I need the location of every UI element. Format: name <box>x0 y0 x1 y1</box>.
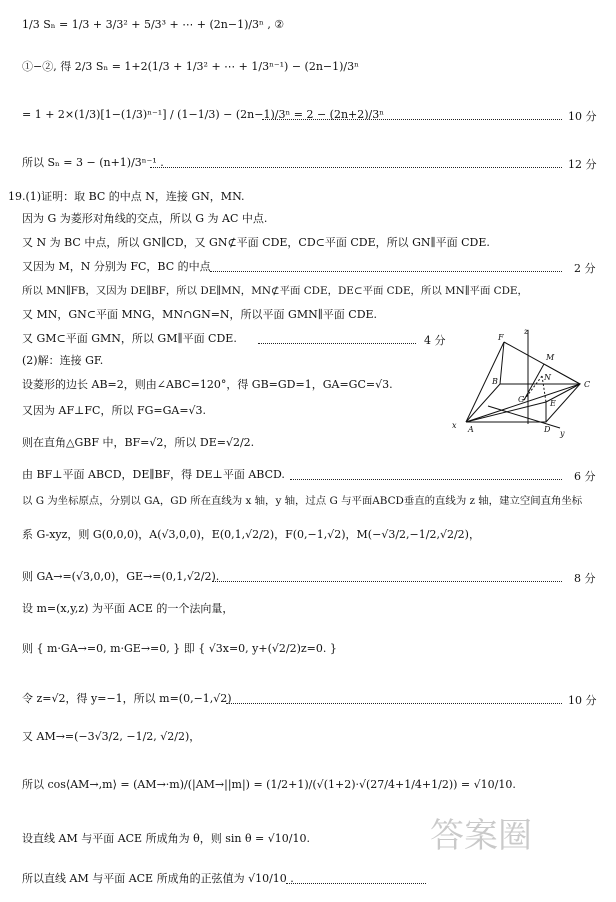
label-N: N <box>544 373 551 382</box>
label-E: E <box>550 399 556 408</box>
line-mn-mid: 又因为 M，N 分别为 FC，BC 的中点 <box>22 260 211 273</box>
geometry-figure <box>448 328 600 438</box>
score-4: 4 分 <box>424 334 446 347</box>
line-af-fc: 又因为 AF⊥FC，所以 FG=GA=√3. <box>22 404 207 417</box>
label-z: z <box>524 328 529 336</box>
line-normal-vector: 设 m=(x,y,z) 为平面 ACE 的一个法向量， <box>22 602 234 615</box>
line-am-vector: 又 AM→=(−3√3/2, −1/2, √2/2)， <box>22 730 201 743</box>
line-sin: 设直线 AM 与平面 ACE 所成角为 θ，则 sin θ = √10/10. <box>22 832 310 845</box>
line-gm-parallel: 又 GM⊂平面 GMN，所以 GM∥平面 CDE. <box>22 332 237 345</box>
line-s-eq-2: 1/3 Sₙ = 1/3 + 3/3² + 5/3³ + ⋯ + (2n−1)/3ⁿ , ② <box>22 18 285 31</box>
line-vectors: 则 GA→=(√3,0,0)，GE→=(0,1,√2/2). <box>22 570 220 583</box>
line-subtract: ①−②, 得 2/3 Sₙ = 1+2(1/3 + 1/3² + ⋯ + 1/3ⁿ⁻¹) − (2n−1)/3ⁿ <box>22 60 359 73</box>
label-C: C <box>584 380 591 389</box>
label-B: B <box>492 377 498 386</box>
line-let-z: 令 z=√2，得 y=−1，所以 m=(0,−1,√2) <box>22 692 232 705</box>
label-M: M <box>546 353 555 362</box>
line-part2: (2)解：连接 GF. <box>22 354 104 367</box>
score-12: 12 分 <box>568 158 597 171</box>
label-A: A <box>468 425 474 434</box>
label-F: F <box>498 333 504 342</box>
line-system: 则 { m·GA→=0, m·GE→=0, } 即 { √3x=0, y+(√2/2)z=0. } <box>22 642 337 655</box>
line-simplify: = 1 + 2×(1/3)[1−(1/3)ⁿ⁻¹] / (1−1/3) − (2n−1)/3ⁿ = 2 − (2n+2)/3ⁿ <box>22 108 385 121</box>
line-19-1: 19.(1)证明：取 BC 的中点 N，连接 GN，MN. <box>8 190 245 203</box>
line-sn-result: 所以 Sₙ = 3 − (n+1)/3ⁿ⁻¹ . <box>22 156 164 169</box>
line-conclusion: 所以直线 AM 与平面 ACE 所成角的正弦值为 √10/10 . <box>22 872 294 885</box>
line-coord-sys: 以 G 为坐标原点，分别以 GA，GD 所在直线为 x 轴，y 轴，过点 G 与平面ABCD垂直的直线为 z 轴，建立空间直角坐标 <box>22 495 583 507</box>
line-cos: 所以 cos⟨AM→,m⟩ = (AM→·m)/(|AM→||m|) = (1/2+1)/(√(1+2)·√(27/4+1/4+1/2)) = √10/10. <box>22 778 516 791</box>
line-side-len: 设菱形的边长 AB=2，则由∠ABC=120°，得 GB=GD=1，GA=GC=√3. <box>22 378 393 391</box>
line-mn-parallel: 所以 MN∥FB，又因为 DE∥BF，所以 DE∥MN，MN⊄平面 CDE，DE⊂平面 CDE，所以 MN∥平面 CDE， <box>22 285 528 297</box>
score-10b: 10 分 <box>568 694 597 707</box>
score-8: 8 分 <box>574 572 596 585</box>
label-G: G <box>518 395 525 404</box>
line-plane-parallel: 又 MN，GN⊂平面 MNG，MN∩GN=N，所以平面 GMN∥平面 CDE. <box>22 308 378 321</box>
line-bf-de: 则在直角△GBF 中，BF=√2，所以 DE=√2/2. <box>22 436 255 449</box>
line-de-perp: 由 BF⊥平面 ABCD，DE∥BF，得 DE⊥平面 ABCD. <box>22 468 285 481</box>
line-g-mid: 因为 G 为菱形对角线的交点，所以 G 为 AC 中点. <box>22 212 268 225</box>
score-10: 10 分 <box>568 110 597 123</box>
label-y: y <box>560 429 565 438</box>
label-x: x <box>452 421 457 430</box>
score-6: 6 分 <box>574 470 596 483</box>
watermark: 答案圈 <box>430 816 532 856</box>
label-D: D <box>544 425 551 434</box>
line-gn-parallel: 又 N 为 BC 中点，所以 GN∥CD，又 GN⊄平面 CDE，CD⊂平面 CDE，所以 GN∥平面 CDE. <box>22 236 490 249</box>
line-points: 系 G-xyz，则 G(0,0,0)，A(√3,0,0)，E(0,1,√2/2)，F(0,−1,√2)，M(−√3/2,−1/2,√2/2)， <box>22 528 480 541</box>
score-2: 2 分 <box>574 262 596 275</box>
